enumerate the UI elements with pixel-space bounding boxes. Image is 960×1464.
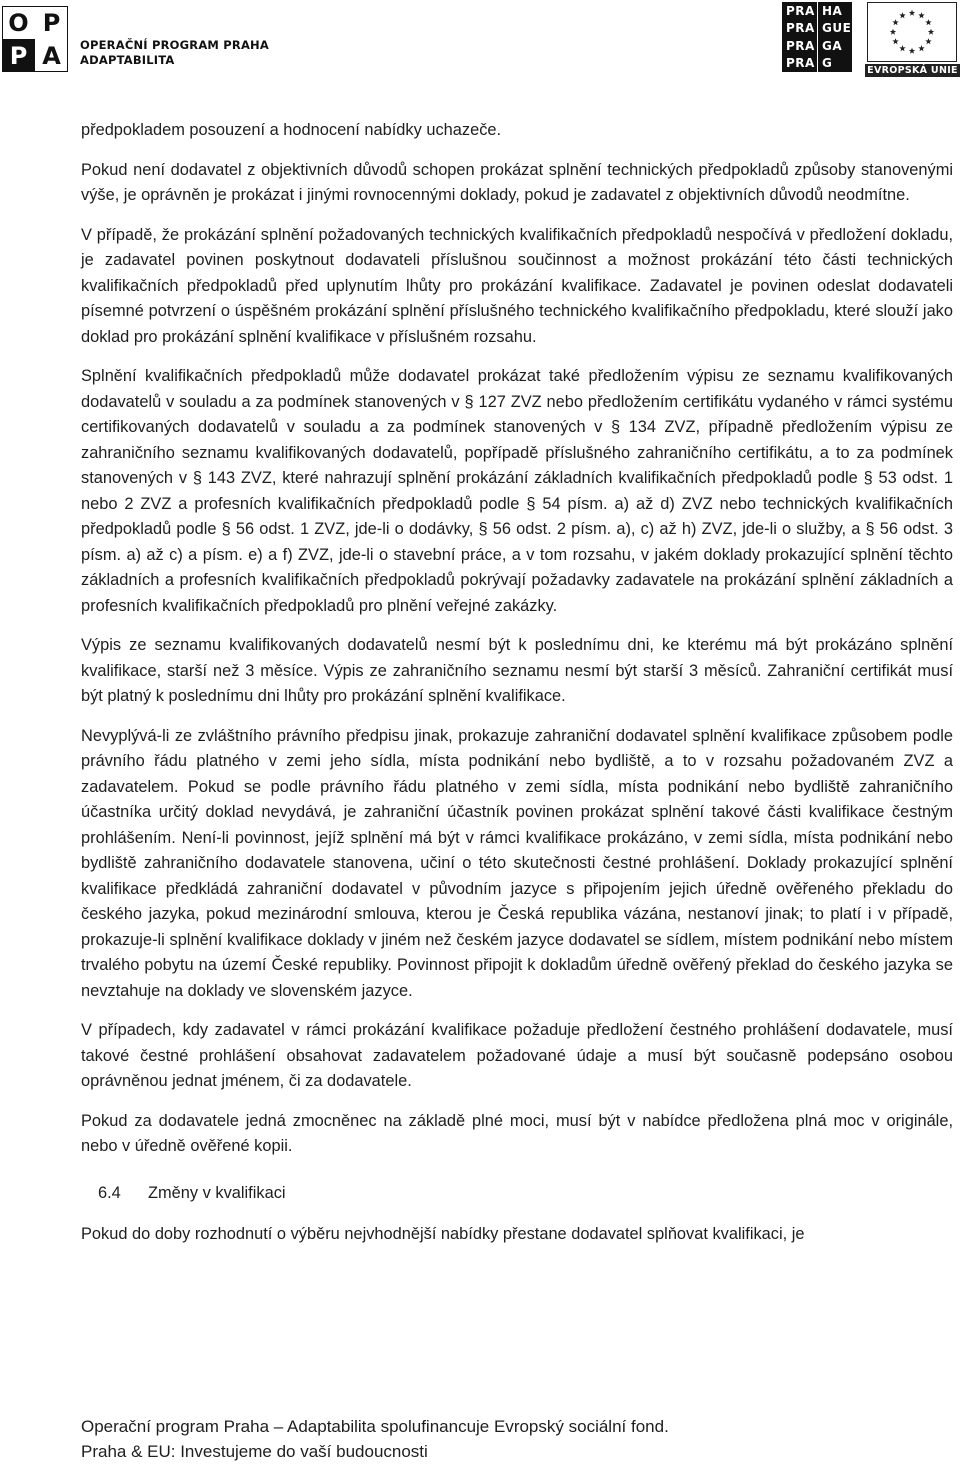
eu-star-icon	[890, 29, 896, 35]
opp-letter-a: A	[35, 39, 68, 72]
opp-letter-p1: P	[35, 6, 68, 39]
footer-line1: Operační program Praha – Adaptabilita spolufinancuje Evropský sociální fond.	[81, 1417, 669, 1436]
eu-star-icon	[928, 29, 934, 35]
eu-star-icon	[925, 19, 931, 25]
paragraph: Pokud není dodavatel z objektivních důvodů schopen prokázat splnění technických předpokladů způsoby stanovenými výše, je oprávněn je prokázat i jinými rovnocennými doklady, pokud je zadavatel z objektivních důvodů neodmítne.	[81, 160, 953, 204]
prague-cell: PRA	[786, 3, 815, 18]
eu-star-icon	[899, 12, 905, 18]
section-heading	[81, 1180, 953, 1206]
prague-cell: GA	[817, 37, 852, 55]
opp-logo-line2: ADAPTABILITA	[80, 53, 175, 67]
prague-cell: GUE	[817, 20, 852, 38]
opp-logo-line1: OPERAČNÍ PROGRAM PRAHA	[80, 38, 269, 52]
paragraph: Nevyplývá-li ze zvláštního právního předpisu jinak, prokazuje zahraniční dodavatel splnění kvalifikace způsobem podle právního řádu platného v zemi jeho sídla, místa podnikání nebo bydliště, a to v rozsahu požadovaném ZVZ a zadavatelem. Pokud se podle právního řádu platného v zemi sídla, místa podnikání nebo bydliště zahraničního účastníka určitý doklad nevydává, je zahraniční účastník povinen prokázat splnění takové části kvalifikace čestným prohlášením. Není-li povinnost, jejíž splnění má být v rámci kvalifikace prokázáno, v zemi sídla, místa podnikání nebo bydliště zahraničního dodavatele stanovena, učiní o této skutečnosti čestné prohlášení. Doklady prokazující splnění kvalifikace předkládá zahraniční dodavatel v původním jazyce s připojením jejich úředně ověřeného překladu do českého jazyka, pokud mezinárodní smlouva, kterou je Česká republika vázána, nestanoví jinak; to platí i v případě, prokazuje-li splnění kvalifikace doklady v jiném než českém jazyce dodavatel se sídlem, místem podnikání nebo místem trvalého pobytu na území České republiky. Povinnost připojit k dokladům úředně ověřený překlad do českého jazyka se nevztahuje na doklady ve slovenském jazyce.	[81, 726, 953, 1000]
eu-star-icon	[892, 19, 898, 25]
eu-flag-icon	[867, 2, 957, 62]
opp-logo	[0, 4, 269, 72]
paragraph: Pokud za dodavatele jedná zmocněnec na základě plné moci, musí být v nabídce předložena plná moc v originále, nebo v úředně ověřené kopii.	[81, 1111, 953, 1155]
opp-letter-o: O	[2, 6, 35, 39]
page-footer	[81, 1414, 960, 1464]
prague-cell: PRA	[786, 21, 815, 36]
eu-star-icon	[909, 48, 915, 54]
paragraph: Pokud do doby rozhodnutí o výběru nejvhodnější nabídky přestane dodavatel splňovat kvalifikaci, je	[81, 1224, 805, 1243]
section-title: Změny v kvalifikaci	[148, 1183, 286, 1202]
paragraph: Výpis ze seznamu kvalifikovaných dodavatelů nesmí být k poslednímu dni, ke kterému má být prokázáno splnění kvalifikace, starší než 3 měsíce. Výpis ze zahraničního seznamu nesmí být starší 3 měsíců. Zahraniční certifikát musí být platný k poslednímu dni lhůty pro prokázání splnění kvalifikace.	[81, 636, 953, 705]
prague-cell: G	[817, 55, 852, 73]
opp-logo-text	[80, 38, 269, 68]
eu-star-icon	[925, 38, 931, 44]
prague-cell: PRA	[786, 38, 815, 53]
paragraph: V případech, kdy zadavatel v rámci prokázání kvalifikace požaduje předložení čestného prohlášení dodavatele, musí takové čestné prohlášení obsahovat zadavatelem požadované údaje a musí být současně podepsáno osobou oprávněnou jednat jménem, či za dodavatele.	[81, 1021, 953, 1090]
paragraph: Splnění kvalifikačních předpokladů může dodavatel prokázat také předložením výpisu ze seznamu kvalifikovaných dodavatelů v souladu a za podmínek stanovených v § 127 ZVZ nebo předložením certifikátu vydaného v rámci systému certifikovaných dodavatelů v souladu a za podmínek stanovených v § 134 ZVZ, případně předložením výpisu ze zahraničního seznamu kvalifikovaných dodavatelů, popřípadě příslušného zahraničního certifikátu, a to za podmínek stanovených v § 143 ZVZ, které nahrazují splnění prokázání základních kvalifikačních předpokladů podle § 53 odst. 1 nebo 2 ZVZ a profesních kvalifikačních předpokladů podle § 54 písm. a) až d) ZVZ nebo technických kvalifikačních předpokladů podle § 56 odst. 1 ZVZ, jde-li o dodávky, § 56 odst. 2 písm. a), c) až h) ZVZ, jde-li o služby, a § 56 odst. 3 písm. a) až c) a písm. e) a f) ZVZ, jde-li o stavební práce, a v tom rozsahu, v jakém doklady prokazující splnění těchto základních a profesních kvalifikačních předpokladů pokrývají požadavky zadavatele na prokázání splnění základních a profesních kvalifikačních předpokladů pro plnění veřejné zakázky.	[81, 367, 953, 615]
eu-star-icon	[909, 10, 915, 16]
eu-logo	[865, 2, 960, 76]
paragraph: předpokladem posouzení a hodnocení nabídky uchazeče.	[81, 121, 502, 139]
paragraph: V případě, že prokázání splnění požadovaných technických kvalifikačních předpokladů nespočívá v předložení dokladu, je zadavatel povinen poskytnout dodavateli příslušnou součinnost a možnost prokázání této části technických kvalifikačních předpokladů před uplynutím lhůty pro prokázání kvalifikace. Zadavatel je povinen odeslat dodavateli písemné potvrzení o úspěšném prokázání splnění příslušného technického kvalifikačního předpokladu, které slouží jako doklad pro prokázání splnění kvalifikace v příslušném rozsahu.	[81, 225, 953, 346]
eu-star-icon	[918, 45, 924, 51]
document-body	[81, 118, 953, 1247]
eu-logo-label: EVROPSKÁ UNIE	[865, 64, 960, 77]
eu-star-icon	[892, 38, 898, 44]
eu-star-icon	[918, 12, 924, 18]
footer-line2: Praha & EU: Investujeme do vaší budoucnosti	[81, 1442, 428, 1461]
prague-cell: HA	[817, 2, 852, 20]
eu-star-icon	[899, 45, 905, 51]
prague-cell: PRA	[786, 56, 815, 71]
opp-logo-border	[2, 6, 68, 72]
section-number: 6.4	[98, 1183, 121, 1202]
eu-stars-icon	[868, 3, 956, 61]
opp-letter-p2: P	[2, 39, 35, 72]
prague-logo	[782, 2, 852, 72]
